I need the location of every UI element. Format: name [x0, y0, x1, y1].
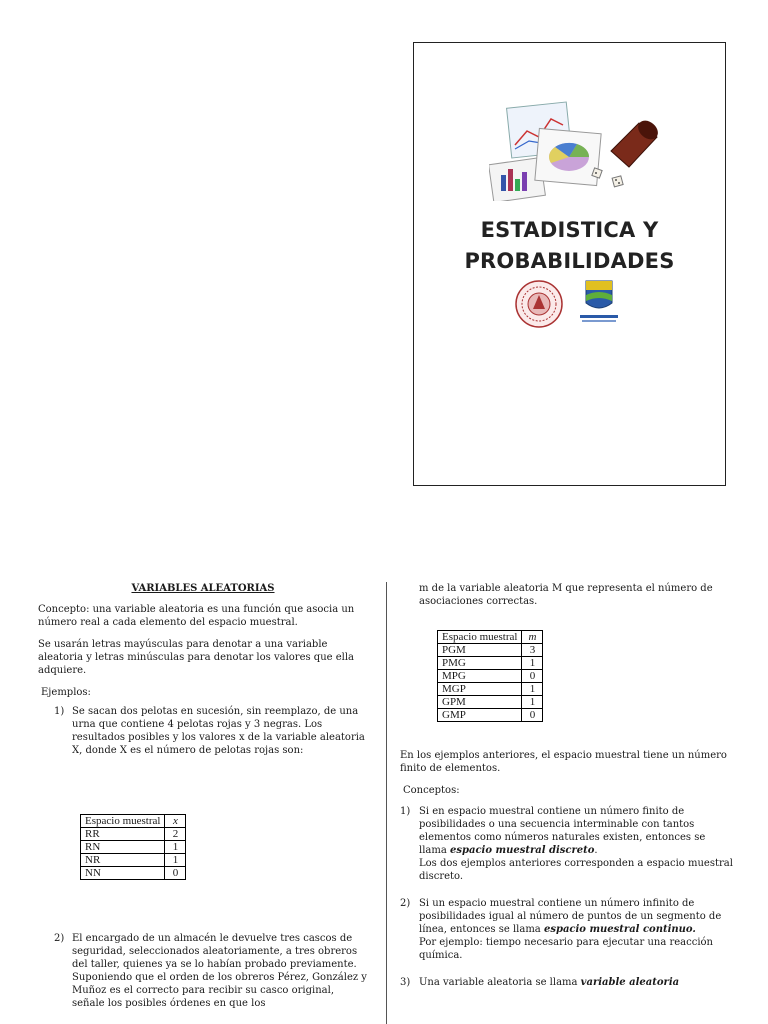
concepts-label: Conceptos:	[403, 785, 460, 796]
concept-number: 3)	[400, 977, 411, 988]
concept-item-3	[400, 976, 735, 989]
examples-label: Ejemplos:	[41, 687, 91, 698]
table-cell: 0	[165, 867, 186, 880]
sample-space-table-m	[437, 630, 543, 722]
table-header-row	[81, 815, 186, 828]
concept-text: .	[594, 845, 598, 856]
table-cell: RN	[81, 841, 165, 854]
table-cell: GMP	[438, 709, 522, 722]
right-column	[400, 582, 735, 617]
concept-item-2	[400, 897, 735, 962]
table-header-cell: Espacio muestral	[81, 815, 165, 828]
table-cell: GPM	[438, 696, 522, 709]
table-cell: PGM	[438, 644, 522, 657]
table-cell: 2	[165, 828, 186, 841]
table-cell: NN	[81, 867, 165, 880]
table-row	[438, 709, 543, 722]
right-column-continued	[400, 749, 735, 999]
institution-logo-icon	[574, 279, 624, 327]
table-header-cell: Espacio muestral	[438, 631, 522, 644]
concept-number: 1)	[400, 806, 411, 817]
table-row	[438, 683, 543, 696]
left-column	[38, 582, 368, 765]
example-number: 1)	[54, 706, 65, 717]
table-cell: 1	[165, 841, 186, 854]
table-cell: 1	[522, 683, 543, 696]
table-cell: MGP	[438, 683, 522, 696]
example-text: El encargado de un almacén le devuelve tres cascos de seguridad, seleccionados aleatoriamente, a tres obreros del taller, quienes ya se lo habían probado previamente. Suponiendo que el orden de los obreros Pérez, González y Muñoz es el correcto para recibir su casco original, señale los posibles órdenes en que los	[72, 933, 367, 1009]
cover-title-line2: PROBABILIDADES	[464, 249, 675, 273]
concept-text: Por ejemplo: tiempo necesario para ejecutar una reacción química.	[419, 937, 713, 961]
concept-text: Si en espacio muestral contiene un número finito de posibilidades o una secuencia interminable con tantos elementos como números naturales existen, entonces se llama	[419, 806, 706, 856]
table-header-row	[438, 631, 543, 644]
section-title: VARIABLES ALEATORIAS	[131, 583, 275, 594]
table-cell: MPG	[438, 670, 522, 683]
table-row	[438, 644, 543, 657]
example-number: 2)	[54, 933, 65, 944]
table-row	[81, 854, 186, 867]
table-cell: RR	[81, 828, 165, 841]
continuation-paragraph: m de la variable aleatoria M que representa el número de asociaciones correctas.	[419, 583, 713, 607]
concept-text: Los dos ejemplos anteriores corresponden a espacio muestral discreto.	[419, 858, 733, 882]
table-cell: 0	[522, 670, 543, 683]
notation-paragraph: Se usarán letras mayúsculas para denotar a una variable aleatoria y letras minúsculas para denotar los valores que ella adquiere.	[38, 639, 355, 676]
table-cell: 0	[522, 709, 543, 722]
concept-text: Si un espacio muestral contiene un número infinito de posibilidades igual al número de puntos de un segmento de línea, entonces se llama	[419, 898, 722, 935]
table-row	[81, 867, 186, 880]
concept-number: 2)	[400, 898, 411, 909]
concept-term: variable aleatoria	[580, 977, 680, 988]
table-cell: NR	[81, 854, 165, 867]
sample-space-table-x	[80, 814, 186, 880]
concepts-list	[400, 805, 735, 989]
concept-term: espacio muestral continuo.	[543, 924, 696, 935]
concept-text: Una variable aleatoria se llama	[419, 977, 581, 988]
table-header-cell: m	[522, 631, 543, 644]
concept-paragraph: Concepto: una variable aleatoria es una función que asocia un número real a cada elemento del espacio muestral.	[38, 604, 355, 628]
table-cell: 1	[522, 657, 543, 670]
left-column-continued	[38, 932, 368, 1018]
concept-item-1	[400, 805, 735, 883]
table-row	[438, 696, 543, 709]
table-cell: 1	[165, 854, 186, 867]
examples-list	[38, 705, 368, 757]
table-cell: 1	[522, 696, 543, 709]
cover-title-line1: ESTADISTICA Y	[480, 218, 659, 242]
table-row	[81, 828, 186, 841]
table-row	[438, 657, 543, 670]
university-seal-icon	[514, 279, 564, 329]
table-row	[81, 841, 186, 854]
example-item-1	[38, 705, 368, 757]
table-row	[438, 670, 543, 683]
concept-term: espacio muestral discreto	[449, 845, 595, 856]
example-item-2	[38, 932, 368, 1010]
finite-note-paragraph: En los ejemplos anteriores, el espacio muestral tiene un número finito de elementos.	[400, 750, 727, 774]
example-text: Se sacan dos pelotas en sucesión, sin reemplazo, de una urna que contiene 4 pelotas rojas y 3 negras. Los resultados posibles y los valores x de la variable aleatoria X, donde X es el número de pelotas rojas son:	[72, 706, 365, 756]
table-cell: 3	[522, 644, 543, 657]
table-cell: PMG	[438, 657, 522, 670]
table-header-cell: x	[165, 815, 186, 828]
cover-page	[413, 42, 726, 486]
examples-list-continued	[38, 932, 368, 1010]
cover-title	[414, 215, 725, 277]
statistics-illustration-icon	[489, 101, 669, 201]
column-divider	[386, 582, 387, 1024]
